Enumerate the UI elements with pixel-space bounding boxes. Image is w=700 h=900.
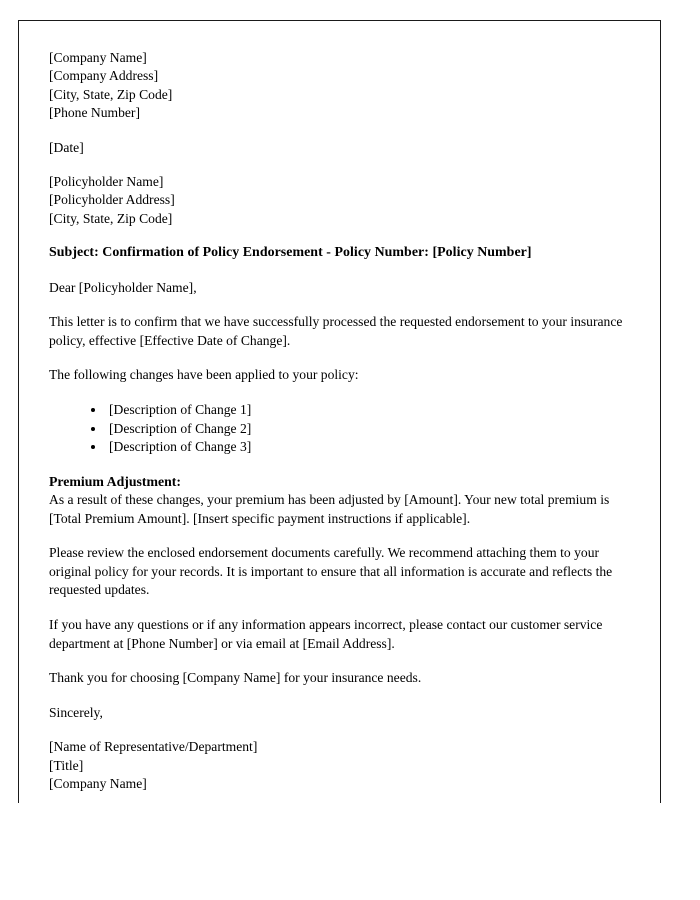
premium-adjustment-body: As a result of these changes, your premium has been adjusted by [Amount]. Your new total premium is [Total Premium Amount]. [Insert specific payment instructions if applicable]. — [49, 491, 610, 526]
paragraph-review-documents: Please review the enclosed endorsement documents carefully. We recommend attaching them to your original policy for your records. It is important to ensure that all information is accurate and reflects the requested updates. — [49, 545, 613, 598]
sender-company-name: [Company Name] — [49, 50, 147, 65]
signature-block — [49, 738, 627, 793]
paragraph-confirmation: This letter is to confirm that we have successfully processed the requested endorsement to your insurance policy, effective [Effective Date of Change]. — [49, 314, 623, 348]
list-item: • [Description of Change 2] — [106, 420, 644, 439]
sender-address-block — [49, 49, 627, 123]
changes-list — [49, 401, 644, 457]
subject-line: Subject: Confirmation of Policy Endorsement - Policy Number: [Policy Number] — [49, 245, 532, 261]
recipient-address: [Policyholder Address] — [49, 192, 175, 208]
signature-representative-name: [Name of Representative/Department] — [49, 739, 258, 755]
paragraph-changes-intro: The following changes have been applied to your policy: — [49, 367, 359, 383]
sender-company-address: [Company Address] — [49, 68, 159, 84]
salutation: Dear [Policyholder Name], — [49, 279, 197, 295]
sender-phone-number: [Phone Number] — [49, 105, 140, 121]
recipient-city-state-zip: [City, State, Zip Code] — [49, 210, 173, 226]
recipient-address-block — [49, 173, 627, 228]
paragraph-contact-support: If you have any questions or if any information appears incorrect, please contact our customer service department at [Phone Number] or via email at [Email Address]. — [49, 616, 603, 651]
premium-adjustment-section — [49, 473, 627, 529]
list-item: • [Description of Change 1] — [106, 401, 644, 420]
letter-body — [19, 21, 660, 794]
signature-company-name: [Company Name] — [49, 776, 147, 792]
date-line — [49, 139, 627, 157]
premium-adjustment-heading: Premium Adjustment: — [49, 473, 181, 489]
recipient-name: [Policyholder Name] — [49, 174, 164, 190]
letter-page — [18, 20, 661, 803]
paragraph-thank-you: Thank you for choosing [Company Name] for your insurance needs. — [49, 670, 422, 686]
list-item: • [Description of Change 3] — [106, 438, 644, 457]
date-placeholder: [Date] — [49, 139, 84, 155]
signature-title: [Title] — [49, 757, 84, 773]
closing-line: Sincerely, — [49, 704, 103, 720]
sender-city-state-zip: [City, State, Zip Code] — [49, 86, 173, 102]
